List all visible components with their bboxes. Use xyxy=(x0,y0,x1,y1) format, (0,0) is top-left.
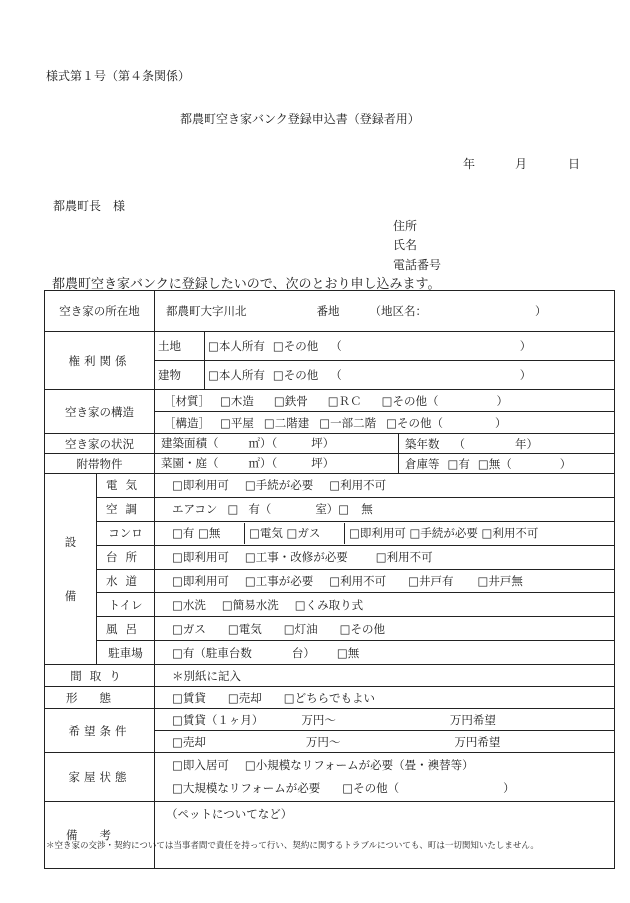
equipment-label-top: 設 xyxy=(64,535,77,549)
wish-rent-to: 万円希望 xyxy=(449,712,496,727)
water-opt-well-no[interactable]: □井戸無 xyxy=(477,573,523,588)
wish-sale-to: 万円希望 xyxy=(454,734,501,749)
status-age-open: （ xyxy=(453,436,465,451)
status-tsubo: 坪） xyxy=(311,436,335,450)
aircon-opt1[interactable]: □ xyxy=(227,502,239,517)
build-opt-single[interactable]: □平屋 xyxy=(220,415,254,430)
rights-land-open: （ xyxy=(330,339,342,353)
applicant-address-label: 住所 xyxy=(393,219,418,233)
layout-field[interactable] xyxy=(155,665,615,687)
wish-sale-field[interactable] xyxy=(155,731,615,753)
date-year: 年 xyxy=(463,157,476,171)
stove-opt-type[interactable]: □電気 □ガス xyxy=(245,523,345,544)
water-opt-unusable[interactable]: □利用不可 xyxy=(329,573,387,588)
bath-opt-gas[interactable]: □ガス xyxy=(172,621,206,636)
electric-opt-ready[interactable]: □即利用可 xyxy=(172,478,229,493)
stove-opt-exists[interactable]: □有 □無 xyxy=(155,523,245,544)
applicant-phone-label: 電話番号 xyxy=(393,258,442,272)
parking-no[interactable]: □無 xyxy=(336,645,360,660)
accessory-field[interactable] xyxy=(155,454,615,474)
water-opt-ready[interactable]: □即利用可 xyxy=(172,573,229,588)
application-table xyxy=(44,290,615,869)
wish-rent-from: 万円～ xyxy=(301,712,336,727)
stove-opt-usage[interactable]: □即利用可 □手続が必要 □利用不可 xyxy=(349,526,539,541)
wish-rent-field[interactable] xyxy=(155,709,615,731)
layout-value: ＊別紙に記入 xyxy=(172,668,241,683)
build-close: ） xyxy=(495,415,507,430)
water-label: 水道 xyxy=(97,569,155,593)
accessory-yes[interactable]: □有 xyxy=(447,456,470,471)
toilet-opt-pit[interactable]: □くみ取り式 xyxy=(294,597,364,612)
accessory-label: 附帯物件 xyxy=(45,454,155,474)
kitchen-opt-ready[interactable]: □即利用可 xyxy=(172,550,229,565)
status-age-label: 築年数 xyxy=(405,436,440,451)
material-close: ） xyxy=(496,393,508,408)
aircon-room: 室）□ xyxy=(315,502,350,517)
status-m2: ㎡）（ xyxy=(248,436,278,450)
house-field[interactable] xyxy=(155,753,615,802)
house-opt-small-reform[interactable]: □小規模なリフォームが必要（畳・襖替等） xyxy=(244,758,474,772)
aircon-field[interactable] xyxy=(155,497,615,521)
house-label: 家屋状態 xyxy=(45,753,155,802)
rights-building-field[interactable] xyxy=(205,361,615,390)
water-field[interactable] xyxy=(155,569,615,593)
rights-land-label: 土地 xyxy=(155,332,205,361)
layout-label: 間取り xyxy=(45,665,155,687)
toilet-field[interactable] xyxy=(155,593,615,617)
build-label: ［構造］ xyxy=(164,415,210,430)
stove-label: コンロ xyxy=(97,521,155,545)
bath-opt-other[interactable]: □その他 xyxy=(339,621,385,636)
form-opt-sale[interactable]: □売却 xyxy=(227,690,262,705)
electric-label: 電気 xyxy=(97,474,155,498)
form-type-label: 形態 xyxy=(45,687,155,709)
status-area: 建築面積（ xyxy=(161,436,219,450)
accessory-m2: ㎡）（ xyxy=(248,456,278,470)
aircon-prefix: エアコン xyxy=(172,502,218,517)
location-field[interactable] xyxy=(155,291,615,332)
accessory-storage: 倉庫等 xyxy=(405,456,440,471)
kitchen-field[interactable] xyxy=(155,545,615,569)
house-opt-other[interactable]: □その他（ xyxy=(342,781,400,795)
addressee: 都農町長 様 xyxy=(53,199,126,213)
house-opt-large-reform[interactable]: □大規模なリフォームが必要 xyxy=(172,781,321,795)
document-title: 都農町空き家バンク登録申込書（登録者用） xyxy=(180,112,420,126)
structure-label: 空き家の構造 xyxy=(45,390,155,434)
remarks-label: 備考 xyxy=(45,802,155,869)
equipment-group-label xyxy=(45,474,97,665)
rights-land-field[interactable] xyxy=(205,332,615,361)
accessory-no[interactable]: □無（ xyxy=(477,456,512,471)
toilet-opt-flush[interactable]: □水洗 xyxy=(172,597,206,612)
build-opt-two[interactable]: □二階建 xyxy=(263,415,310,430)
remarks-hint: （ペットについてなど） xyxy=(166,807,293,821)
rights-building-other[interactable]: □その他 xyxy=(272,368,319,382)
water-opt-work[interactable]: □工事が必要 xyxy=(244,573,314,588)
build-opt-partial[interactable]: □一部二階 xyxy=(319,415,377,430)
date-month: 月 xyxy=(515,157,528,171)
form-opt-either[interactable]: □どちらでもよい xyxy=(283,690,375,705)
accessory-tsubo: 坪） xyxy=(311,456,335,470)
location-town: 都農町大字川北 xyxy=(166,304,247,318)
structure-material[interactable] xyxy=(155,390,615,412)
wish-sale-label[interactable]: □売却 xyxy=(172,734,206,749)
stove-field[interactable] xyxy=(155,521,615,545)
toilet-opt-simple[interactable]: □簡易水洗 xyxy=(221,597,279,612)
parking-yes[interactable]: □有（駐車台数 xyxy=(172,645,252,660)
footnote: ＊空き家の交渉・契約については当事者間で責任を持って行い、契約に関するトラブルについても、町は一切関知いたしません。 xyxy=(46,841,539,851)
build-opt-other[interactable]: □その他（ xyxy=(386,415,443,430)
kitchen-label: 台所 xyxy=(97,545,155,569)
electric-opt-unusable[interactable]: □利用不可 xyxy=(329,478,387,493)
status-field[interactable] xyxy=(155,434,615,454)
material-opt-wood[interactable]: □木造 xyxy=(220,393,254,408)
location-label: 空き家の所在地 xyxy=(45,291,155,332)
location-district: （地区名： xyxy=(369,304,427,318)
status-age-unit: 年） xyxy=(515,436,538,451)
form-opt-rent[interactable]: □賃貸 xyxy=(172,690,206,705)
rights-building-open: （ xyxy=(330,368,342,382)
location-close: ） xyxy=(535,304,547,318)
water-opt-well-yes[interactable]: □井戸有 xyxy=(408,573,454,588)
accessory-close: ） xyxy=(559,456,572,471)
electric-field[interactable] xyxy=(155,474,615,498)
applicant-name-label: 氏名 xyxy=(393,238,418,252)
rights-building-close: ） xyxy=(519,368,532,382)
equipment-label-bottom: 備 xyxy=(64,589,77,603)
bath-label: 風呂 xyxy=(97,617,155,641)
rights-building-label: 建物 xyxy=(155,361,205,390)
rights-building-own[interactable]: □本人所有 xyxy=(208,368,265,382)
wish-rent-label[interactable]: □賃貸（１ヶ月） xyxy=(172,712,264,727)
aircon-none[interactable]: 無 xyxy=(361,502,373,517)
bath-opt-kerosene[interactable]: □灯油 xyxy=(283,621,318,636)
remarks-field[interactable] xyxy=(155,802,615,869)
form-number: 様式第１号（第４条関係） xyxy=(46,69,191,83)
parking-field[interactable] xyxy=(155,641,615,665)
bath-opt-electric[interactable]: □電気 xyxy=(227,621,262,636)
kitchen-opt-unusable[interactable]: □利用不可 xyxy=(375,550,433,565)
wish-sale-from: 万円～ xyxy=(305,734,341,749)
rights-label: 権利関係 xyxy=(45,332,155,390)
house-opt-ready[interactable]: □即入居可 xyxy=(172,758,229,772)
intro-text: 都農町空き家バンクに登録したいので、次のとおり申し込みます。 xyxy=(52,277,441,292)
parking-label: 駐車場 xyxy=(97,641,155,665)
location-banchi: 番地 xyxy=(316,304,340,318)
date-day: 日 xyxy=(568,157,581,171)
kitchen-opt-repair[interactable]: □工事・改修が必要 xyxy=(244,550,348,565)
toilet-label: トイレ xyxy=(97,593,155,617)
status-label: 空き家の状況 xyxy=(45,434,155,454)
aircon-yes[interactable]: 有（ xyxy=(248,502,272,517)
house-close: ） xyxy=(503,781,515,795)
electric-opt-procedure[interactable]: □手続が必要 xyxy=(244,478,314,493)
accessory-garden: 菜園・庭（ xyxy=(161,456,219,470)
aircon-label: 空調 xyxy=(97,497,155,521)
material-opt-other[interactable]: □その他（ xyxy=(381,393,439,408)
material-opt-rc[interactable]: □ＲＣ xyxy=(327,393,362,408)
rights-land-other[interactable]: □その他 xyxy=(272,339,319,353)
bath-field[interactable] xyxy=(155,617,615,641)
form-type-field[interactable] xyxy=(155,687,615,709)
parking-unit: 台） xyxy=(291,645,315,660)
rights-land-own[interactable]: □本人所有 xyxy=(208,339,265,353)
rights-land-close: ） xyxy=(519,339,532,353)
wish-label: 希望条件 xyxy=(45,709,155,753)
material-label: ［材質］ xyxy=(164,393,210,408)
material-opt-steel[interactable]: □鉄骨 xyxy=(273,393,308,408)
structure-build[interactable] xyxy=(155,412,615,434)
